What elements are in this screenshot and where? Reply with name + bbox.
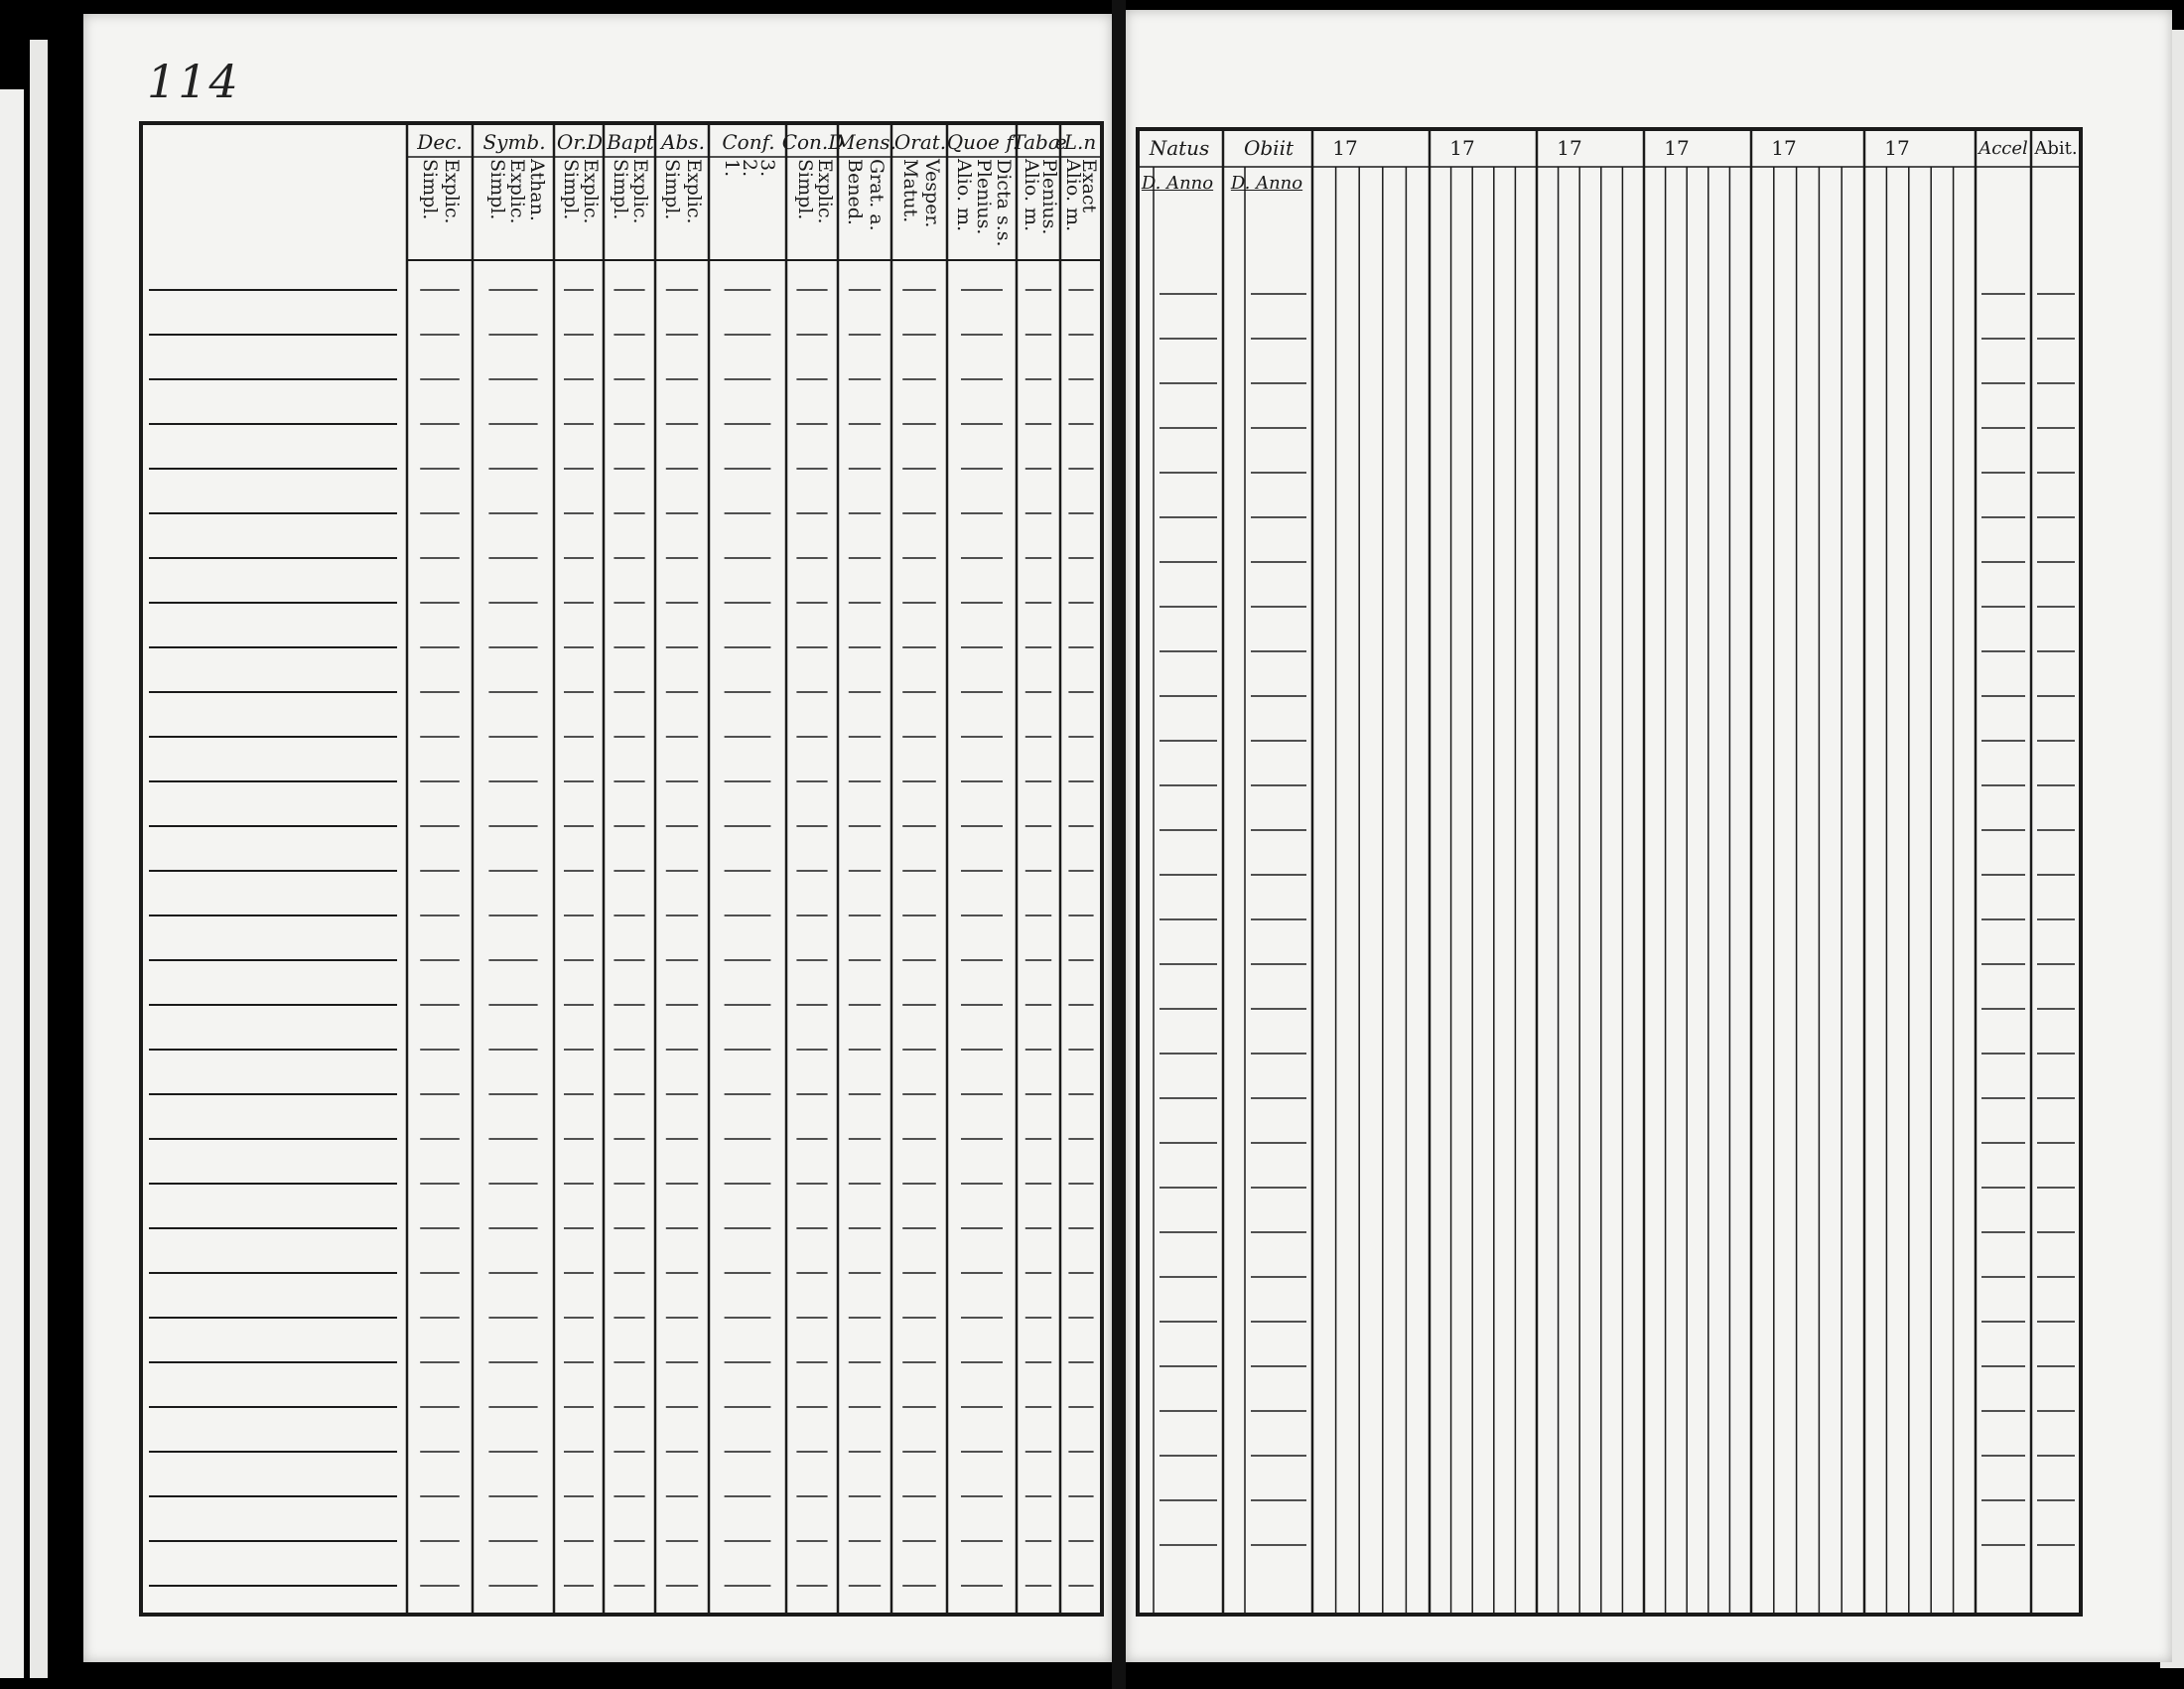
sublabel: Explic. [683, 159, 705, 224]
sublabel: Dicta s.s. [993, 159, 1015, 247]
sublabel: Simpl. [486, 159, 508, 220]
header-year: 17 [1771, 136, 1797, 160]
header-orat: Orat. [893, 130, 947, 154]
header-dec: Dec. [417, 130, 463, 154]
header-mens: Mens. [835, 130, 896, 154]
sublabel: Matut. [899, 159, 921, 223]
header-year: 17 [1332, 136, 1358, 160]
header-ln: L.n [1063, 130, 1097, 154]
header-natus-sub: D. Anno [1141, 172, 1214, 194]
header-natus: Natus [1149, 136, 1210, 160]
header-obiit: Obiit [1243, 136, 1295, 160]
sublabel: Simpl. [794, 159, 816, 220]
sublabel: 2. [739, 159, 760, 178]
sublabel: Alio. m. [953, 159, 975, 232]
header-cond: Con.D [781, 130, 845, 154]
header-year: 17 [1664, 136, 1690, 160]
sublabel: Simpl. [610, 159, 631, 220]
sublabel: Simpl. [419, 159, 441, 220]
sublabel: 3. [756, 159, 778, 178]
sublabel: Exact [1078, 159, 1100, 213]
header-year: 17 [1557, 136, 1582, 160]
sublabel: Simpl. [560, 159, 582, 220]
sublabel: Explic. [814, 159, 836, 224]
right-table-border [1138, 129, 2081, 1615]
header-conf: Conf. [722, 130, 775, 154]
sublabel: Plenius. [1038, 159, 1060, 235]
header-year: 17 [1884, 136, 1910, 160]
sublabel: Alio. m. [1062, 159, 1084, 232]
header-ord: Or.D [556, 130, 604, 154]
header-year: 17 [1449, 136, 1475, 160]
header-abs: Abs. [661, 130, 705, 154]
left-table-border [141, 123, 1102, 1615]
header-obiit-sub: D. Anno [1230, 172, 1303, 194]
sublabel: 1. [721, 159, 743, 178]
sublabel: Athan. [526, 159, 548, 221]
sublabel: Explic. [629, 159, 651, 224]
page-number: 114 [147, 55, 240, 108]
sublabel: Explic. [506, 159, 528, 224]
sublabel: Explic. [580, 159, 602, 224]
sublabel: Bened. [844, 159, 866, 225]
sublabel: Grat. a. [866, 159, 887, 231]
header-symb: Symb. [482, 130, 546, 154]
sublabel: Alio. m. [1021, 159, 1042, 232]
header-bapt: Bapt [607, 130, 654, 154]
sublabel: Simpl. [661, 159, 683, 220]
header-tabae: Tabæ [1012, 130, 1067, 154]
sublabel: Explic. [441, 159, 463, 224]
header-abit: Abit. [2034, 137, 2078, 159]
header-accel: Accel [1979, 137, 2028, 159]
header-quoe: Quoe f. [946, 130, 1020, 154]
sublabel: Vesper. [921, 159, 943, 228]
sublabel: Plenius. [973, 159, 995, 235]
